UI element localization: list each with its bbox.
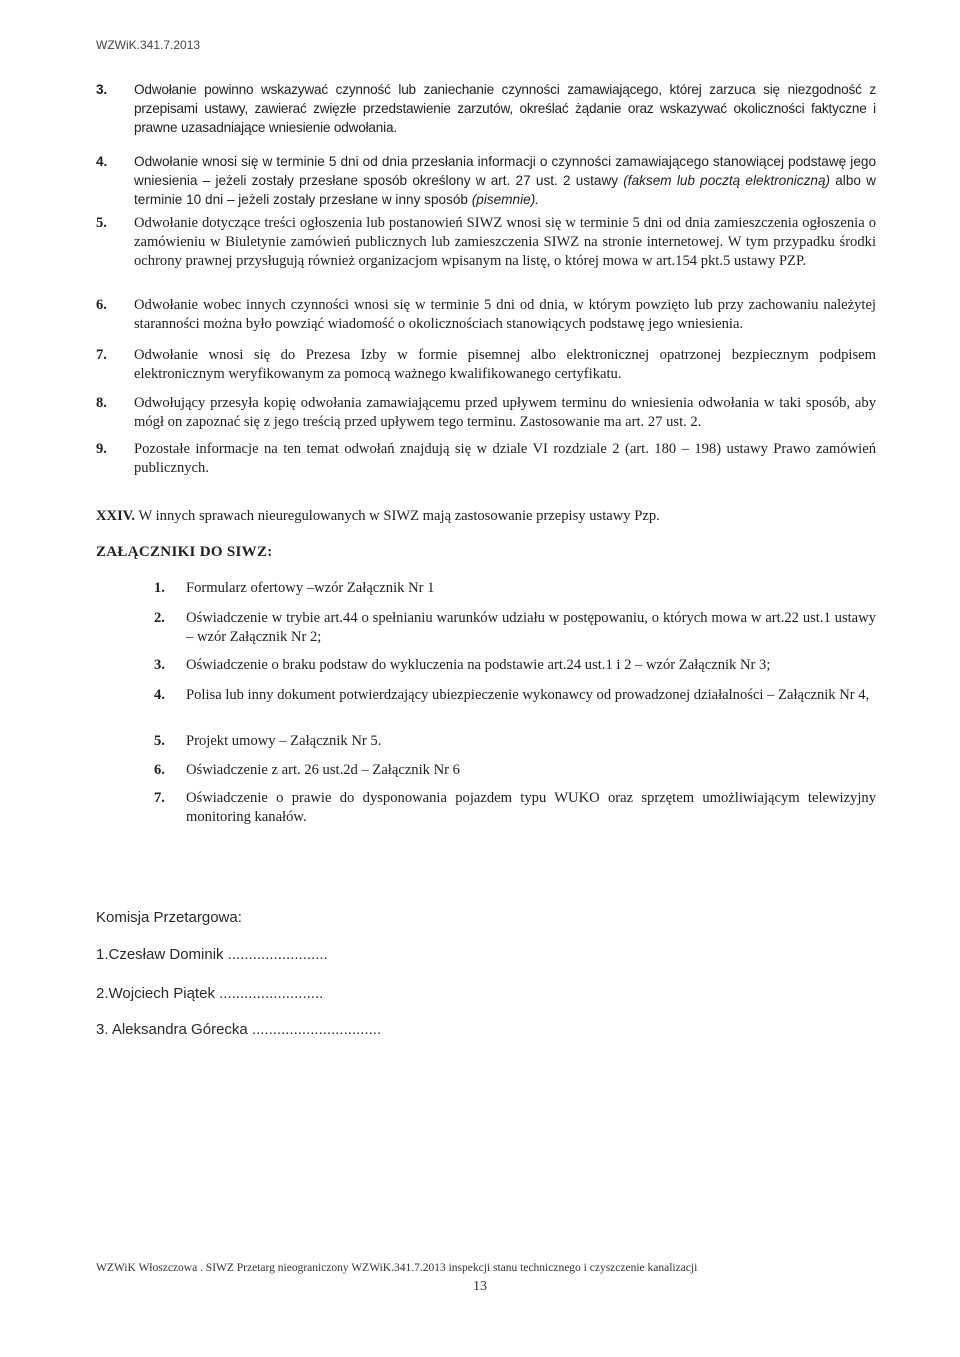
item-text: Projekt umowy – Załącznik Nr 5. — [186, 733, 382, 749]
list-item-3 — [96, 80, 876, 137]
item-text: Oświadczenie o braku podstaw do wykluczenia na podstawie art.24 ust.1 i 2 – wzór Załącznik Nr 3; — [186, 657, 771, 673]
attachment-item-2 — [154, 609, 876, 647]
italic-note: (pisemnie). — [471, 192, 539, 207]
committee-title: Komisja Przetargowa: — [96, 909, 242, 926]
item-text: Pozostałe informacje na ten temat odwołań znajdują się w dziale VI rozdziale 2 (art. 180 – 198) ustawy Prawo zamówień publicznych. — [134, 441, 876, 476]
attachment-item-6 — [154, 761, 876, 780]
section-label: XXIV. — [96, 508, 136, 524]
item-number: 2. — [154, 610, 165, 626]
attachments-title: ZAŁĄCZNIKI DO SIWZ: — [96, 544, 273, 560]
item-number: 7. — [96, 347, 107, 363]
item-text: Odwołanie wnosi się w terminie 5 dni od dnia przesłania informacji o czynności zamawiającego stanowiącej podstawę jego wniesienia – jeżeli zostały przesłane sposób określony w art. 27 ust. 2 ustawy (faksem lub pocztą elektroniczną) albo w terminie 10 dni – jeżeli zostały przesłane w inny sposób (pisemnie). — [134, 154, 876, 207]
item-text: Oświadczenie w trybie art.44 o spełnianiu warunków udziału w postępowaniu, o których mowa w art.22 ust.1 ustawy – wzór Załącznik Nr 2; — [186, 610, 876, 645]
section-xxiv — [96, 507, 876, 526]
attachment-item-5 — [154, 732, 876, 751]
item-number: 6. — [96, 297, 107, 313]
attachment-item-1 — [154, 579, 876, 598]
item-number: 3. — [154, 657, 165, 673]
item-text: Odwołanie wobec innych czynności wnosi się w terminie 5 dni od dnia, w którym powzięto lub przy zachowaniu należytej staranności można było powziąć wiadomość o okolicznościach stanowiących podstawę jego wniesienia. — [134, 297, 876, 332]
committee-member-1: 1.Czesław Dominik ........................ — [96, 946, 328, 963]
item-text: Odwołanie powinno wskazywać czynność lub zaniechanie czynności zamawiającego, której zarzuca się niezgodność z przepisami ustawy, zawierać zwięzłe przedstawienie zarzutów, określać żądanie oraz wskazywać okoliczności faktyczne i prawne uzasadniające wniesienie odwołania. — [134, 82, 876, 135]
committee-member-2: 2.Wojciech Piątek ......................... — [96, 985, 324, 1002]
list-item-7 — [96, 346, 876, 384]
item-text: Formularz ofertowy –wzór Załącznik Nr 1 — [186, 580, 435, 596]
item-text: Oświadczenie o prawie do dysponowania pojazdem typu WUKO oraz sprzętem umożliwiającym telewizyjny monitoring kanałów. — [186, 790, 876, 825]
item-number: 5. — [96, 215, 107, 231]
committee-member-3: 3. Aleksandra Górecka ............................... — [96, 1021, 382, 1038]
italic-note: (faksem lub pocztą elektroniczną) — [623, 173, 831, 188]
item-number: 5. — [154, 733, 165, 749]
attachment-item-7 — [154, 789, 876, 827]
item-number: 9. — [96, 441, 107, 457]
list-item-9 — [96, 440, 876, 478]
item-number: 4. — [154, 687, 165, 703]
attachment-item-3 — [154, 656, 876, 675]
item-number: 7. — [154, 790, 165, 806]
page-number: 13 — [473, 1279, 487, 1294]
list-item-8 — [96, 394, 876, 432]
item-text: Oświadczenie z art. 26 ust.2d – Załącznik Nr 6 — [186, 762, 460, 778]
item-number: 8. — [96, 395, 107, 411]
item-number: 3. — [96, 82, 107, 97]
list-item-6 — [96, 296, 876, 334]
page-footer: WZWiK Włoszczowa . SIWZ Przetarg nieograniczony WZWiK.341.7.2013 inspekcji stanu technicznego i czyszczenie kanalizacji — [96, 1262, 698, 1274]
item-number: 6. — [154, 762, 165, 778]
section-text: W innych sprawach nieuregulowanych w SIWZ mają zastosowanie przepisy ustawy Pzp. — [135, 508, 660, 524]
header-reference: WZWiK.341.7.2013 — [96, 38, 201, 52]
list-item-4 — [96, 152, 876, 209]
item-text: Polisa lub inny dokument potwierdzający ubiezpieczenie wykonawcy od prowadzonej działalności – Załącznik Nr 4, — [186, 687, 870, 703]
item-number: 1. — [154, 580, 165, 596]
item-number: 4. — [96, 154, 108, 169]
item-text: Odwołanie wnosi się do Prezesa Izby w formie pisemnej albo elektronicznej opatrzonej bezpiecznym podpisem elektronicznym weryfikowanym za pomocą ważnego kwalifikowanego certyfikatu. — [134, 347, 876, 382]
item-text: Odwołanie dotyczące treści ogłoszenia lub postanowień SIWZ wnosi się w terminie 5 dni od dnia zamieszczenia ogłoszenia o zamówieniu w Biuletynie zamówień publicznych lub zamieszczenia SIWZ na stronie internetowej. W tym przypadku środki ochrony prawnej przysługują również organizacjom wpisanym na listę, o której mowa w art.154 pkt.5 ustawy PZP. — [134, 215, 876, 269]
item-text: Odwołujący przesyła kopię odwołania zamawiającemu przed upływem terminu do wniesienia odwołania w taki sposób, aby mógł on zapoznać się z jego treścią przed upływem tego terminu. Zastosowanie ma art. 27 ust. 2. — [134, 395, 876, 430]
list-item-5 — [96, 214, 876, 271]
attachment-item-4 — [154, 686, 876, 705]
